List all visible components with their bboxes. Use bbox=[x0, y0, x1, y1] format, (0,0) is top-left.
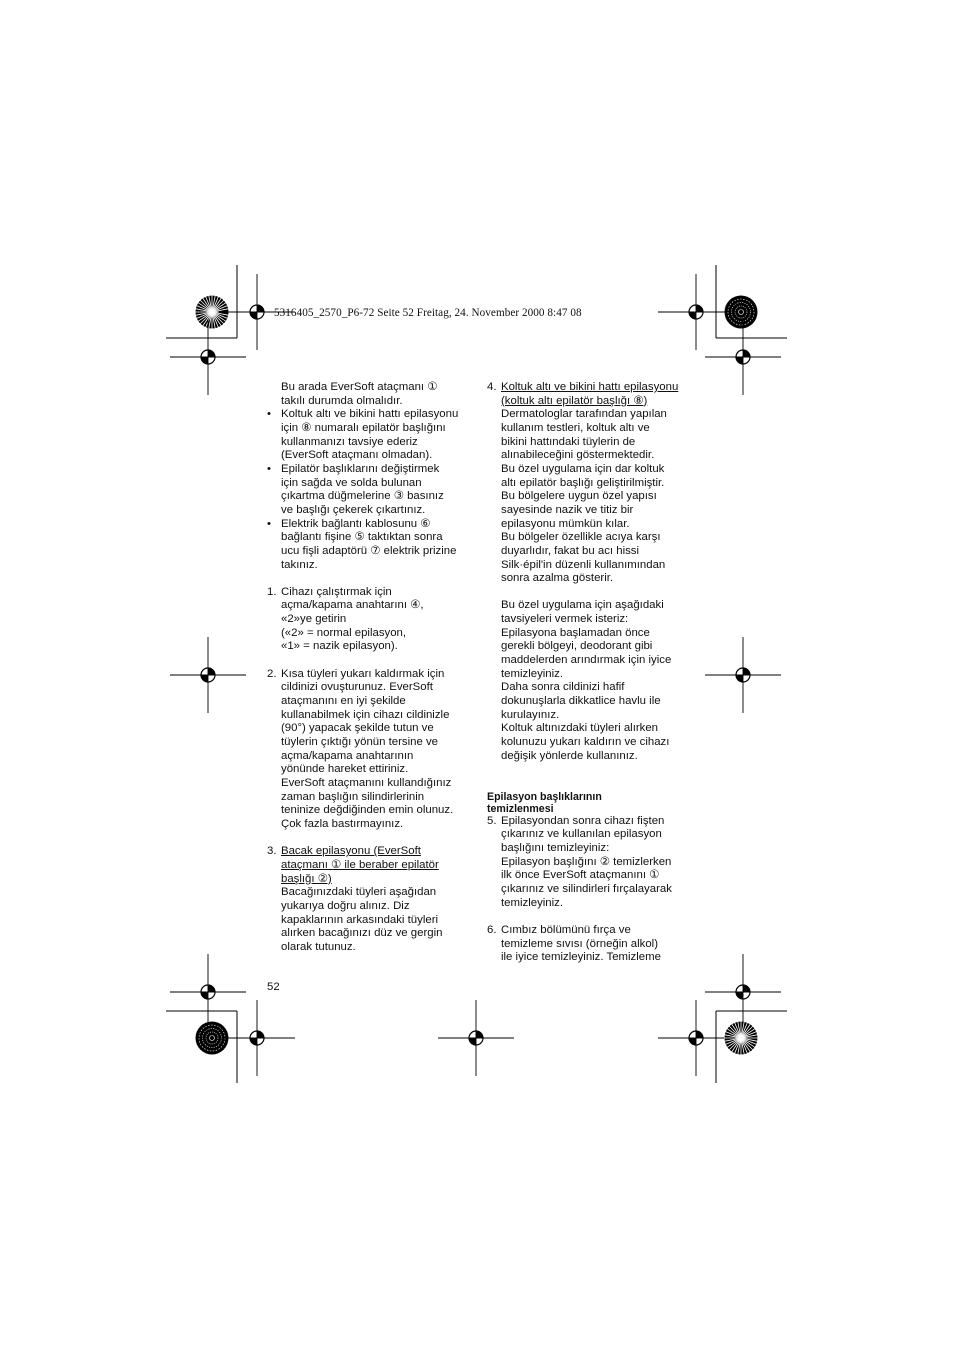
text-line: cildinizi ovuşturunuz. EverSoft bbox=[281, 681, 433, 694]
print-header: 5316405_2570_P6-72 Seite 52 Freitag, 24. November 2000 8:47 08 bbox=[274, 307, 582, 319]
step-4 bbox=[487, 381, 702, 763]
step-6 bbox=[487, 924, 702, 965]
step-number: 5. bbox=[487, 814, 497, 827]
step-title-line: Koltuk altı ve bikini hattı epilasyonu bbox=[501, 381, 679, 393]
text-line: Koltuk altınızdaki tüyleri alırken bbox=[501, 722, 659, 735]
text-line: alırken bacağınızı düz ve gergin bbox=[281, 927, 443, 940]
step-title-line: (koltuk altı epilatör başlığı ⑧) bbox=[501, 394, 648, 407]
text-line: takılı durumda olmalıdır. bbox=[281, 394, 403, 407]
text-line: tavsiyeleri vermek isteriz: bbox=[501, 613, 629, 626]
text-line: tüylerin çıktığı yönün tersine ve bbox=[281, 736, 439, 749]
text-line: açma/kapama anahtarını ④, bbox=[281, 599, 424, 612]
text-line: Bu bölgeler özellikle acıya karşı bbox=[501, 531, 661, 544]
text-line: alınabileceğini göstermektedir. bbox=[501, 449, 655, 462]
text-line: temizleyiniz. bbox=[501, 667, 564, 680]
text-line: kullanabilmek için cihazı cildinizle bbox=[281, 708, 450, 721]
text-line: (90°) yapacak şekilde tutun ve bbox=[281, 722, 434, 735]
text-line: kolunuzu yukarı kaldırın ve cihazı bbox=[501, 736, 670, 749]
text-line: maddelerden arındırmak için iyice bbox=[501, 654, 672, 667]
text-line: Bu arada EverSoft ataçmanı ① bbox=[281, 381, 438, 393]
text-line: kapaklarının arkasındaki tüyleri bbox=[281, 913, 439, 926]
step-3 bbox=[267, 845, 477, 954]
step-number: 2. bbox=[267, 667, 277, 680]
text-line: (EverSoft ataçmanı olmadan). bbox=[281, 449, 433, 462]
text-line: Silk·épil'in düzenli kullanımından bbox=[501, 558, 666, 571]
bullet-item bbox=[267, 518, 477, 573]
text-line: takınız. bbox=[281, 558, 318, 571]
text-line: ilk önce EverSoft ataçmanını ① bbox=[501, 869, 660, 882]
left-column bbox=[267, 381, 477, 955]
text-line: altı epilatör başlığı geliştirilmiştir. bbox=[501, 476, 665, 489]
text-line: ile iyice temizleyiniz. Temizleme bbox=[501, 951, 661, 964]
text-line: Bu özel uygulama için dar koltuk bbox=[501, 462, 665, 475]
bullet-icon: • bbox=[267, 408, 271, 421]
step-1 bbox=[267, 586, 477, 654]
step-number: 3. bbox=[267, 845, 277, 858]
text-line: için ⑧ numaralı epilatör başlığını bbox=[281, 421, 446, 434]
text-line: ataçmanını en iyi şekilde bbox=[281, 695, 406, 708]
text-line: («2» = normal epilasyon, bbox=[281, 626, 407, 639]
text-line: Kısa tüyleri yukarı kaldırmak için bbox=[281, 667, 445, 680]
section-heading bbox=[487, 791, 702, 815]
text-line: Elektrik bağlantı kablosunu ⑥ bbox=[281, 517, 431, 530]
text-line: Çok fazla bastırmayınız. bbox=[281, 817, 404, 830]
bullet-item bbox=[267, 408, 477, 463]
text-line: Cihazı çalıştırmak için bbox=[281, 585, 392, 598]
text-line: bağlantı fişine ⑤ taktıktan sonra bbox=[281, 531, 443, 544]
right-column bbox=[487, 381, 702, 965]
text-line: Epilatör başlıklarını değiştirmek bbox=[281, 462, 440, 475]
text-line: ve başlığı çekerek çıkartınız. bbox=[281, 503, 426, 516]
step-5 bbox=[487, 815, 702, 911]
text-line: Bu özel uygulama için aşağıdaki bbox=[501, 599, 664, 612]
text-line: «2»ye getirin bbox=[281, 613, 347, 626]
step-title-line: Bacak epilasyonu (EverSoft bbox=[281, 845, 421, 858]
text-line: duyarlıdır, fakat bu acı hissi bbox=[501, 544, 640, 557]
bullet-icon: • bbox=[267, 462, 271, 475]
text-line: yukarıya doğru alınız. Diz bbox=[281, 899, 410, 912]
text-line: başlığını temizleyiniz: bbox=[501, 841, 610, 854]
step-number: 4. bbox=[487, 381, 497, 393]
step-number: 1. bbox=[267, 585, 277, 598]
text-line: teninize değdiğinden emin olunuz. bbox=[281, 804, 454, 817]
text-line: ucu fişli adaptörü ⑦ elektrik prizine bbox=[281, 544, 457, 557]
text-line: kullanım testleri, koltuk altı ve bbox=[501, 421, 650, 434]
text-line: Bacağınızdaki tüyleri aşağıdan bbox=[281, 886, 437, 899]
text-line: çıkartma düğmelerine ③ basınız bbox=[281, 490, 444, 503]
text-line: değişik yönlerde kullanınız. bbox=[501, 749, 638, 762]
heading-line: Epilasyon başlıklarının bbox=[487, 790, 602, 803]
step-title-line: ataçmanı ① ile beraber epilatör bbox=[281, 858, 439, 871]
text-line: «1» = nazik epilasyon). bbox=[281, 640, 398, 653]
bullet-icon: • bbox=[267, 517, 271, 530]
text-line: çıkarınız ve silindirleri fırçalayarak bbox=[501, 882, 672, 895]
text-line: Epilasyona başlamadan önce bbox=[501, 626, 650, 639]
text-line: Epilasyondan sonra cihazı fişten bbox=[501, 814, 665, 827]
text-line: zaman başlığın silindirlerinin bbox=[281, 790, 425, 803]
intro-paragraph bbox=[267, 381, 477, 408]
text-line: kullanmanızı tavsiye ederiz bbox=[281, 435, 418, 448]
step-number: 6. bbox=[487, 923, 497, 936]
step-title-line: başlığı ②) bbox=[281, 872, 332, 885]
text-line: yönünde hareket ettiriniz. bbox=[281, 763, 409, 776]
text-line: temizleme sıvısı (örneğin alkol) bbox=[501, 937, 658, 950]
text-line: EverSoft ataçmanını kullandığınız bbox=[281, 777, 452, 789]
page-number: 52 bbox=[267, 981, 280, 993]
text-line: Koltuk altı ve bikini hattı epilasyonu bbox=[281, 408, 459, 421]
text-line: Dermatologlar tarafından yapılan bbox=[501, 408, 667, 421]
text-line: Daha sonra cildinizi hafif bbox=[501, 681, 625, 694]
text-line: olarak tutunuz. bbox=[281, 940, 356, 953]
text-line: kurulayınız. bbox=[501, 708, 560, 721]
text-line: epilasyonu mümkün kılar. bbox=[501, 517, 630, 530]
text-line: için sağda ve solda bulunan bbox=[281, 476, 422, 489]
text-line: bikini hattındaki tüylerin de bbox=[501, 435, 636, 448]
step-2 bbox=[267, 668, 477, 832]
bullet-item bbox=[267, 463, 477, 518]
text-line: Epilasyon başlığını ② temizlerken bbox=[501, 855, 672, 868]
heading-line: temizlenmesi bbox=[487, 802, 554, 815]
text-line: sonra azalma gösterir. bbox=[501, 572, 614, 585]
text-line: temizleyiniz. bbox=[501, 896, 564, 909]
text-line: açma/kapama anahtarının bbox=[281, 749, 414, 762]
text-line: sayesinde nazik ve titiz bir bbox=[501, 503, 634, 516]
text-line: dokunuşlarla dikkatlice havlu ile bbox=[501, 695, 661, 708]
text-line: Cımbız bölümünü fırça ve bbox=[501, 923, 631, 936]
text-line: çıkarınız ve kullanılan epilasyon bbox=[501, 828, 662, 841]
text-line: gerekli bölgeyi, deodorant gibi bbox=[501, 640, 653, 653]
text-line: Bu bölgelere uygun özel yapısı bbox=[501, 490, 657, 503]
